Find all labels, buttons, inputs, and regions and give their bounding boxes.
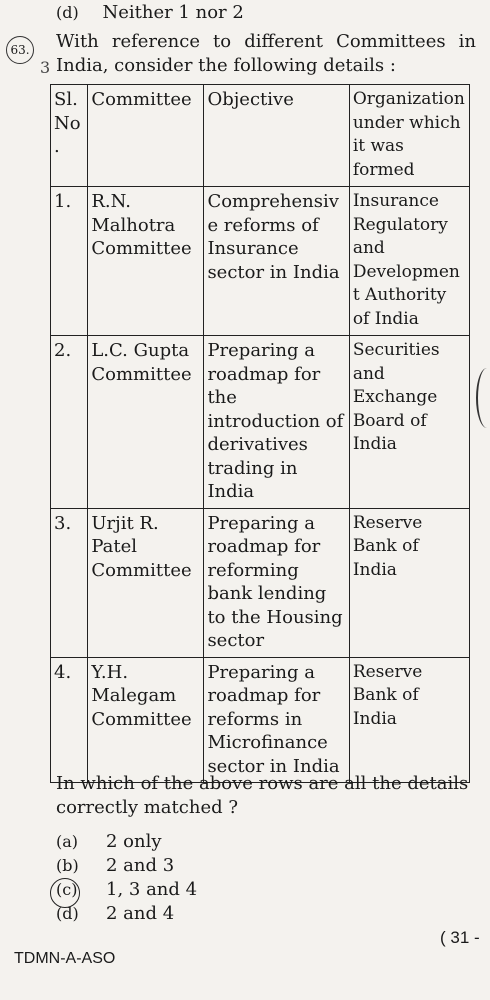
cell-organization: Reserve Bank of India	[349, 508, 469, 657]
question-prompt: In which of the above rows are all the details correctly matched ?	[56, 773, 469, 818]
answer-option-b[interactable]	[56, 854, 197, 878]
cell-sl-no: 1.	[51, 187, 88, 336]
answer-option-d[interactable]	[56, 902, 197, 926]
option-letter: (d)	[56, 904, 79, 923]
cell-objective: Comprehensive reforms of Insurance sector in India	[204, 187, 349, 336]
cell-committee: L.C. Gupta Committee	[88, 336, 204, 509]
option-letter: (d)	[56, 3, 79, 22]
cell-sl-no: 2.	[51, 336, 88, 509]
header-sl-no: Sl. No.	[51, 85, 88, 187]
cell-organization: Insurance Regulatory and Development Authority of India	[349, 187, 469, 336]
committee-details-table	[50, 84, 470, 783]
table-row	[51, 657, 470, 783]
cell-sl-no: 3.	[51, 508, 88, 657]
paper-code: TDMN-A-ASO	[14, 950, 116, 967]
option-text: 1, 3 and 4	[106, 879, 198, 900]
cell-objective: Preparing a roadmap for reforming bank lending to the Housing sector	[204, 508, 349, 657]
handwritten-margin-mark: 3	[40, 58, 51, 77]
cell-objective: Preparing a roadmap for reforms in Microfinance sector in India	[204, 657, 349, 783]
table-row	[51, 187, 470, 336]
cell-committee: Y.H. Malegam Committee	[88, 657, 204, 783]
option-text: 2 and 4	[106, 903, 175, 924]
margin-bracket-mark	[476, 368, 490, 428]
cell-sl-no: 4.	[51, 657, 88, 783]
header-committee: Committee	[88, 85, 204, 187]
page-number: ( 31 -	[440, 928, 480, 947]
header-objective: Objective	[204, 85, 349, 187]
answer-option-a[interactable]	[56, 830, 197, 854]
cell-committee: R.N. Malhotra Committee	[88, 187, 204, 336]
cell-committee: Urjit R. Patel Committee	[88, 508, 204, 657]
question-text: With reference to different Committees in India, consider the following details :	[56, 31, 476, 76]
table-row	[51, 336, 470, 509]
cell-organization: Reserve Bank of India	[349, 657, 469, 783]
option-letter: (c)	[56, 880, 78, 899]
question-number-circle: 63.	[6, 36, 34, 64]
option-letter: (a)	[56, 832, 79, 851]
option-text: 2 only	[106, 831, 162, 852]
header-organization: Organization under which it was formed	[349, 85, 469, 187]
selected-answer-circle	[50, 878, 80, 908]
table-header-row	[51, 85, 470, 187]
option-text: Neither 1 nor 2	[102, 2, 244, 23]
answer-options	[56, 830, 197, 926]
option-text: 2 and 3	[106, 855, 175, 876]
option-letter: (b)	[56, 856, 79, 875]
table-row	[51, 508, 470, 657]
cell-objective: Preparing a roadmap for the introduction of derivatives trading in India	[204, 336, 349, 509]
previous-question-option-d	[56, 2, 244, 23]
cell-organization: Securities and Exchange Board of India	[349, 336, 469, 509]
